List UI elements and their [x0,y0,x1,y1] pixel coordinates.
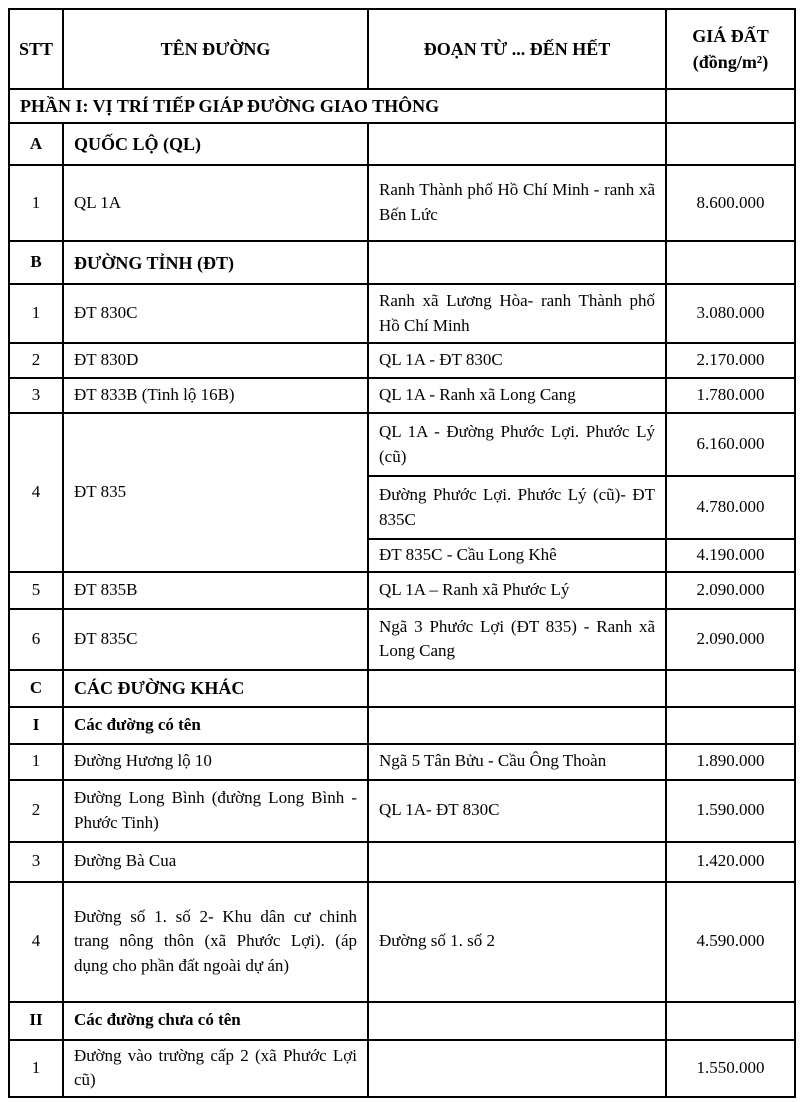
col-header-segment: ĐOẠN TỪ ... ĐẾN HẾT [368,9,666,89]
street-name-cell: Đường Long Bình (đường Long Bình - Phước Tinh) [63,780,368,842]
stt-cell: 3 [9,842,63,882]
price-header-line2: (đồng/m²) [692,52,769,72]
price-cell: 1.550.000 [666,1040,795,1097]
segment-cell: Ngã 3 Phước Lợi (ĐT 835) - Ranh xã Long Cang [368,609,666,670]
part-row [9,89,795,123]
price-cell [666,1002,795,1040]
section-letter: II [9,1002,63,1040]
price-cell: 4.590.000 [666,882,795,1002]
segment-cell: Ngã 5 Tân Bửu - Cầu Ông Thoàn [368,744,666,780]
table-row [9,413,795,476]
segment-cell [368,1002,666,1040]
price-cell: 6.160.000 [666,413,795,476]
table-row [9,343,795,378]
price-cell [666,670,795,707]
segment-cell [368,1040,666,1097]
price-cell: 1.590.000 [666,780,795,842]
segment-cell [368,241,666,284]
street-name-cell: Đường Bà Cua [63,842,368,882]
section-letter: B [9,241,63,284]
segment-cell [368,123,666,165]
price-header-line1: GIÁ ĐẤT [692,25,769,46]
street-name-cell: Đường vào trường cấp 2 (xã Phước Lợi cũ) [63,1040,368,1097]
street-name-cell: ĐT 833B (Tinh lộ 16B) [63,378,368,413]
price-cell: 1.780.000 [666,378,795,413]
stt-cell: 2 [9,343,63,378]
table-row [9,842,795,882]
segment-cell: QL 1A- ĐT 830C [368,780,666,842]
stt-cell: 4 [9,882,63,1002]
segment-cell: Đường Phước Lợi. Phước Lý (cũ)- ĐT 835C [368,476,666,539]
price-cell [666,241,795,284]
table-row [9,378,795,413]
street-name-cell: Đường Hương lộ 10 [63,744,368,780]
table-row [9,609,795,670]
section-title: QUỐC LỘ (QL) [63,123,368,165]
section-title: Các đường chưa có tên [63,1002,368,1040]
segment-cell [368,670,666,707]
col-header-stt: STT [9,9,63,89]
section-row-a [9,123,795,165]
price-cell: 4.190.000 [666,539,795,572]
street-name-cell: QL 1A [63,165,368,241]
price-cell: 3.080.000 [666,284,795,343]
section-title: CÁC ĐƯỜNG KHÁC [63,670,368,707]
segment-cell [368,707,666,744]
part-title: PHẦN I: VỊ TRÍ TIẾP GIÁP ĐƯỜNG GIAO THÔNG [9,89,666,123]
street-name-cell: ĐT 835C [63,609,368,670]
land-price-table [8,8,796,1098]
price-cell [666,707,795,744]
section-title: Các đường có tên [63,707,368,744]
segment-cell: Đường số 1. số 2 [368,882,666,1002]
price-cell: 8.600.000 [666,165,795,241]
stt-cell: 1 [9,1040,63,1097]
section-letter: A [9,123,63,165]
street-name-cell: Đường số 1. số 2- Khu dân cư chinh trang nông thôn (xã Phước Lợi). (áp dụng cho phần đất ngoài dự án) [63,882,368,1002]
col-header-price [666,9,795,89]
table-row [9,744,795,780]
section-row-b [9,241,795,284]
price-cell: 1.420.000 [666,842,795,882]
price-cell: 4.780.000 [666,476,795,539]
street-name-cell: ĐT 835 [63,413,368,572]
section-letter: I [9,707,63,744]
table-row [9,1040,795,1097]
price-cell: 2.090.000 [666,572,795,609]
segment-cell: QL 1A - ĐT 830C [368,343,666,378]
table-row [9,882,795,1002]
street-name-cell: ĐT 830C [63,284,368,343]
price-cell [666,89,795,123]
table-header-row [9,9,795,89]
section-row-ii [9,1002,795,1040]
segment-cell: ĐT 835C - Cầu Long Khê [368,539,666,572]
price-cell [666,123,795,165]
section-row-i [9,707,795,744]
col-header-street-name: TÊN ĐƯỜNG [63,9,368,89]
segment-cell: Ranh xã Lương Hòa- ranh Thành phố Hồ Chí Minh [368,284,666,343]
stt-cell: 1 [9,284,63,343]
segment-cell: QL 1A - Đường Phước Lợi. Phước Lý (cũ) [368,413,666,476]
segment-cell: Ranh Thành phố Hồ Chí Minh - ranh xã Bến Lức [368,165,666,241]
segment-cell [368,842,666,882]
stt-cell: 6 [9,609,63,670]
stt-cell: 4 [9,413,63,572]
table-row [9,284,795,343]
table-row [9,165,795,241]
section-row-c [9,670,795,707]
segment-cell: QL 1A – Ranh xã Phước Lý [368,572,666,609]
stt-cell: 2 [9,780,63,842]
price-cell: 1.890.000 [666,744,795,780]
stt-cell: 1 [9,165,63,241]
table-row [9,780,795,842]
street-name-cell: ĐT 830D [63,343,368,378]
segment-cell: QL 1A - Ranh xã Long Cang [368,378,666,413]
stt-cell: 3 [9,378,63,413]
stt-cell: 1 [9,744,63,780]
table-row [9,572,795,609]
price-cell: 2.170.000 [666,343,795,378]
street-name-cell: ĐT 835B [63,572,368,609]
stt-cell: 5 [9,572,63,609]
price-cell: 2.090.000 [666,609,795,670]
section-letter: C [9,670,63,707]
section-title: ĐƯỜNG TỈNH (ĐT) [63,241,368,284]
